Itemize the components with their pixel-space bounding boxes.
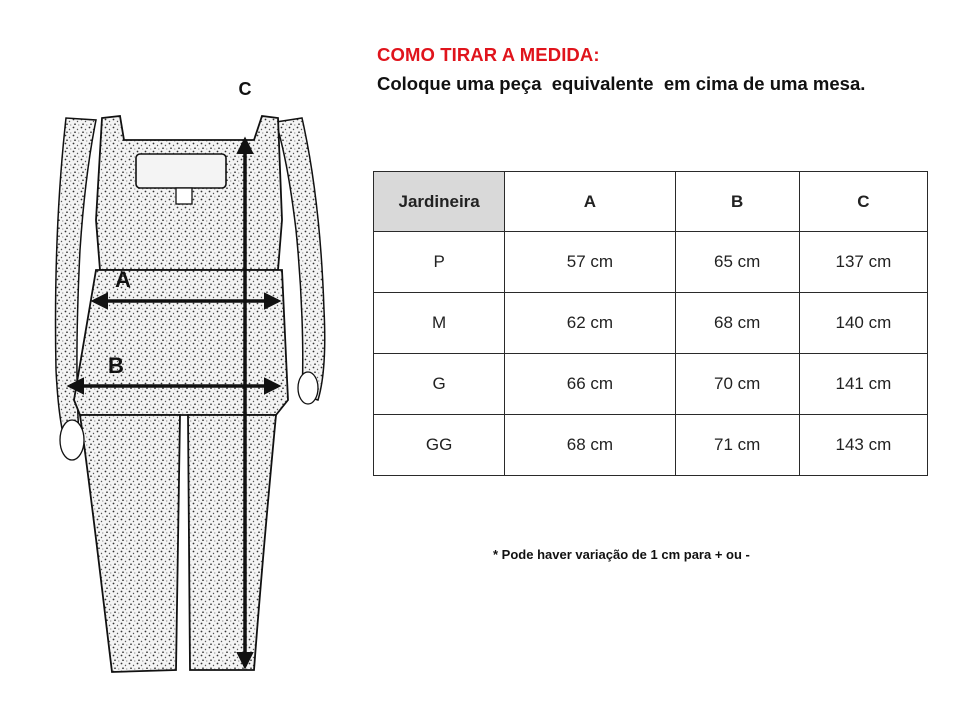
cell-b: 70 cm (675, 354, 799, 415)
cell-b: 71 cm (675, 415, 799, 476)
cell-c: 137 cm (799, 232, 927, 293)
cell-b: 65 cm (675, 232, 799, 293)
cell-b: 68 cm (675, 293, 799, 354)
table-row (374, 354, 928, 415)
table-row (374, 415, 928, 476)
left-hand (60, 420, 84, 460)
cell-a: 68 cm (505, 415, 675, 476)
instructions-subtitle: Coloque uma peça equivalente em cima de uma mesa. (377, 73, 866, 94)
pocket-button (176, 188, 192, 204)
measure-b-label: B (108, 353, 124, 378)
table-header-row (374, 172, 928, 232)
footnote-variation: * Pode haver variação de 1 cm para + ou - (493, 547, 750, 562)
header-garment: Jardineira (374, 172, 505, 232)
overalls-body (74, 270, 288, 415)
cell-a: 57 cm (505, 232, 675, 293)
overalls-illustration (40, 70, 340, 680)
measure-c-label: C (238, 79, 252, 99)
cell-a: 62 cm (505, 293, 675, 354)
cell-size: M (374, 293, 505, 354)
table-row (374, 232, 928, 293)
instructions-title: COMO TIRAR A MEDIDA: (377, 44, 600, 65)
right-hand (298, 372, 318, 404)
overalls-bib (96, 116, 282, 270)
cell-size: P (374, 232, 505, 293)
size-table (373, 171, 928, 476)
cell-c: 143 cm (799, 415, 927, 476)
chest-pocket (136, 154, 226, 188)
cell-size: G (374, 354, 505, 415)
header-a: A (505, 172, 675, 232)
header-c: C (799, 172, 927, 232)
cell-c: 141 cm (799, 354, 927, 415)
header-b: B (675, 172, 799, 232)
cell-a: 66 cm (505, 354, 675, 415)
table-row (374, 293, 928, 354)
cell-size: GG (374, 415, 505, 476)
measure-a-label: A (115, 267, 131, 292)
cell-c: 140 cm (799, 293, 927, 354)
